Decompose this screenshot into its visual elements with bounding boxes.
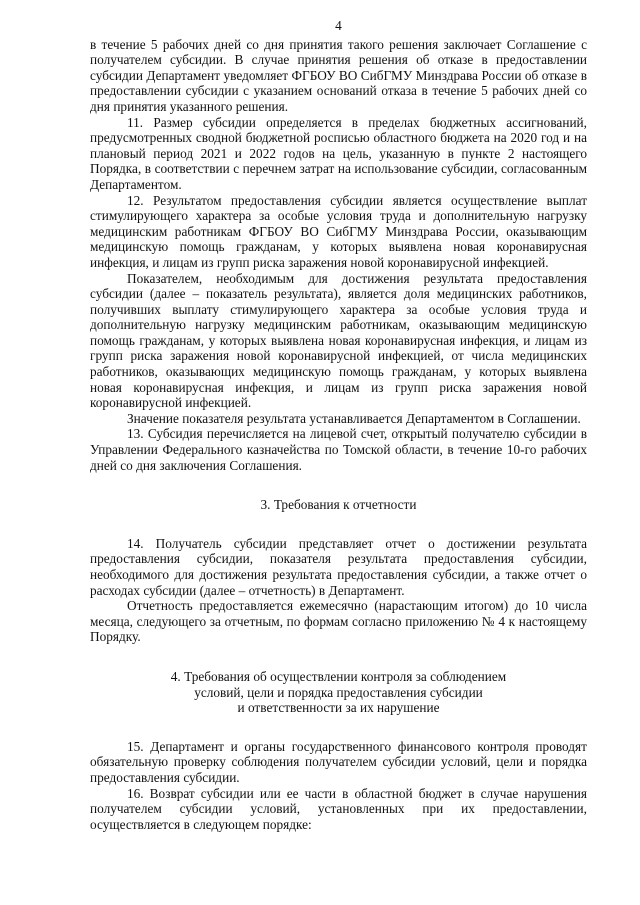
paragraph-13: 13. Субсидия перечисляется на лицевой счет, открытый получателю субсидии в Управлении Федерального казначейства по Томской области, в течение 10-го рабочих дней со дня заключения Соглашения. — [90, 426, 587, 473]
paragraph-15: 15. Департамент и органы государственного финансового контроля проводят обязательную проверку соблюдения получателем субсидии условий, цели и порядка предоставления субсидии. — [90, 738, 587, 785]
paragraph-12-value: Значение показателя результата устанавливается Департаментом в Соглашении. — [127, 410, 581, 426]
paragraph-continuation: в течение 5 рабочих дней со дня принятия такого решения заключает Соглашение с получателем субсидии. В случае принятия решения об отказе в предоставлении субсидии Департамент уведомляет ФГБОУ ВО СибГМУ Минздрава России об отказе в предоставлении субсидии с указанием оснований отказа в течение 5 рабочих дней со дня принятия указанного решения. — [90, 36, 587, 114]
section-heading-4-line1: 4. Требования об осуществлении контроля за соблюдением — [170, 668, 507, 684]
document-page — [90, 18, 587, 832]
paragraph-14: 14. Получатель субсидии представляет отчет о достижении результата предоставления субсидии, показателя результата предоставления субсидии, необходимого для достижения результата предоставления субсидии, а также отчет о расходах субсидии (далее – отчетность) в Департамент. — [90, 535, 587, 598]
paragraph-14-reporting: Отчетность предоставляется ежемесячно (нарастающим итогом) до 10 числа месяца, следующего за отчетным, по формам согласно приложению № 4 к настоящему Порядку. — [90, 598, 587, 645]
paragraph-12: 12. Результатом предоставления субсидии является осуществление выплат стимулирующего характера за особые условия труда и дополнительную нагрузку медицинским работникам ФГБОУ ВО СибГМУ Минздрава России, оказывающим медицинскую помощь гражданам, у которых выявлена новая коронавирусная инфекция, и лицам из групп риска заражения новой коронавирусной инфекцией. — [90, 192, 587, 270]
section-heading-4-line3: и ответственности за их нарушение — [237, 700, 440, 716]
paragraph-12-indicator: Показателем, необходимым для достижения результата предоставления субсидии (далее – показатель результата), является доля медицинских работников, получивших выплату стимулирующего характера за особые условия труда и дополнительную нагрузку медицинским работникам, оказывающим медицинскую помощь гражданам, у которых выявлена новая коронавирусная инфекция, и лицам из групп риска заражения новой коронавирусной инфекцией, от числа медицинских работников, оказывающих медицинскую помощь гражданам, у которых выявлена новая коронавирусная инфекция, и лицам из групп риска заражения новой коронавирусной инфекцией. — [90, 270, 587, 411]
paragraph-16: 16. Возврат субсидии или ее части в областной бюджет в случае нарушения получателем субсидии условий, установленных при их предоставлении, осуществляется в следующем порядке: — [90, 785, 587, 832]
section-heading-3: 3. Требования к отчетности — [260, 497, 417, 513]
page-number: 4 — [335, 18, 342, 33]
section-heading-4 — [90, 669, 587, 716]
section-heading-4-line2: условий, цели и порядка предоставления субсидии — [194, 684, 483, 700]
paragraph-11: 11. Размер субсидии определяется в пределах бюджетных ассигнований, предусмотренных сводной бюджетной росписью областного бюджета на 2020 год и на плановый период 2021 и 2022 годов на цель, указанную в пункте 2 настоящего Порядка, в соответствии с перечнем затрат на использование субсидии, согласованным Департаментом. — [90, 114, 587, 192]
